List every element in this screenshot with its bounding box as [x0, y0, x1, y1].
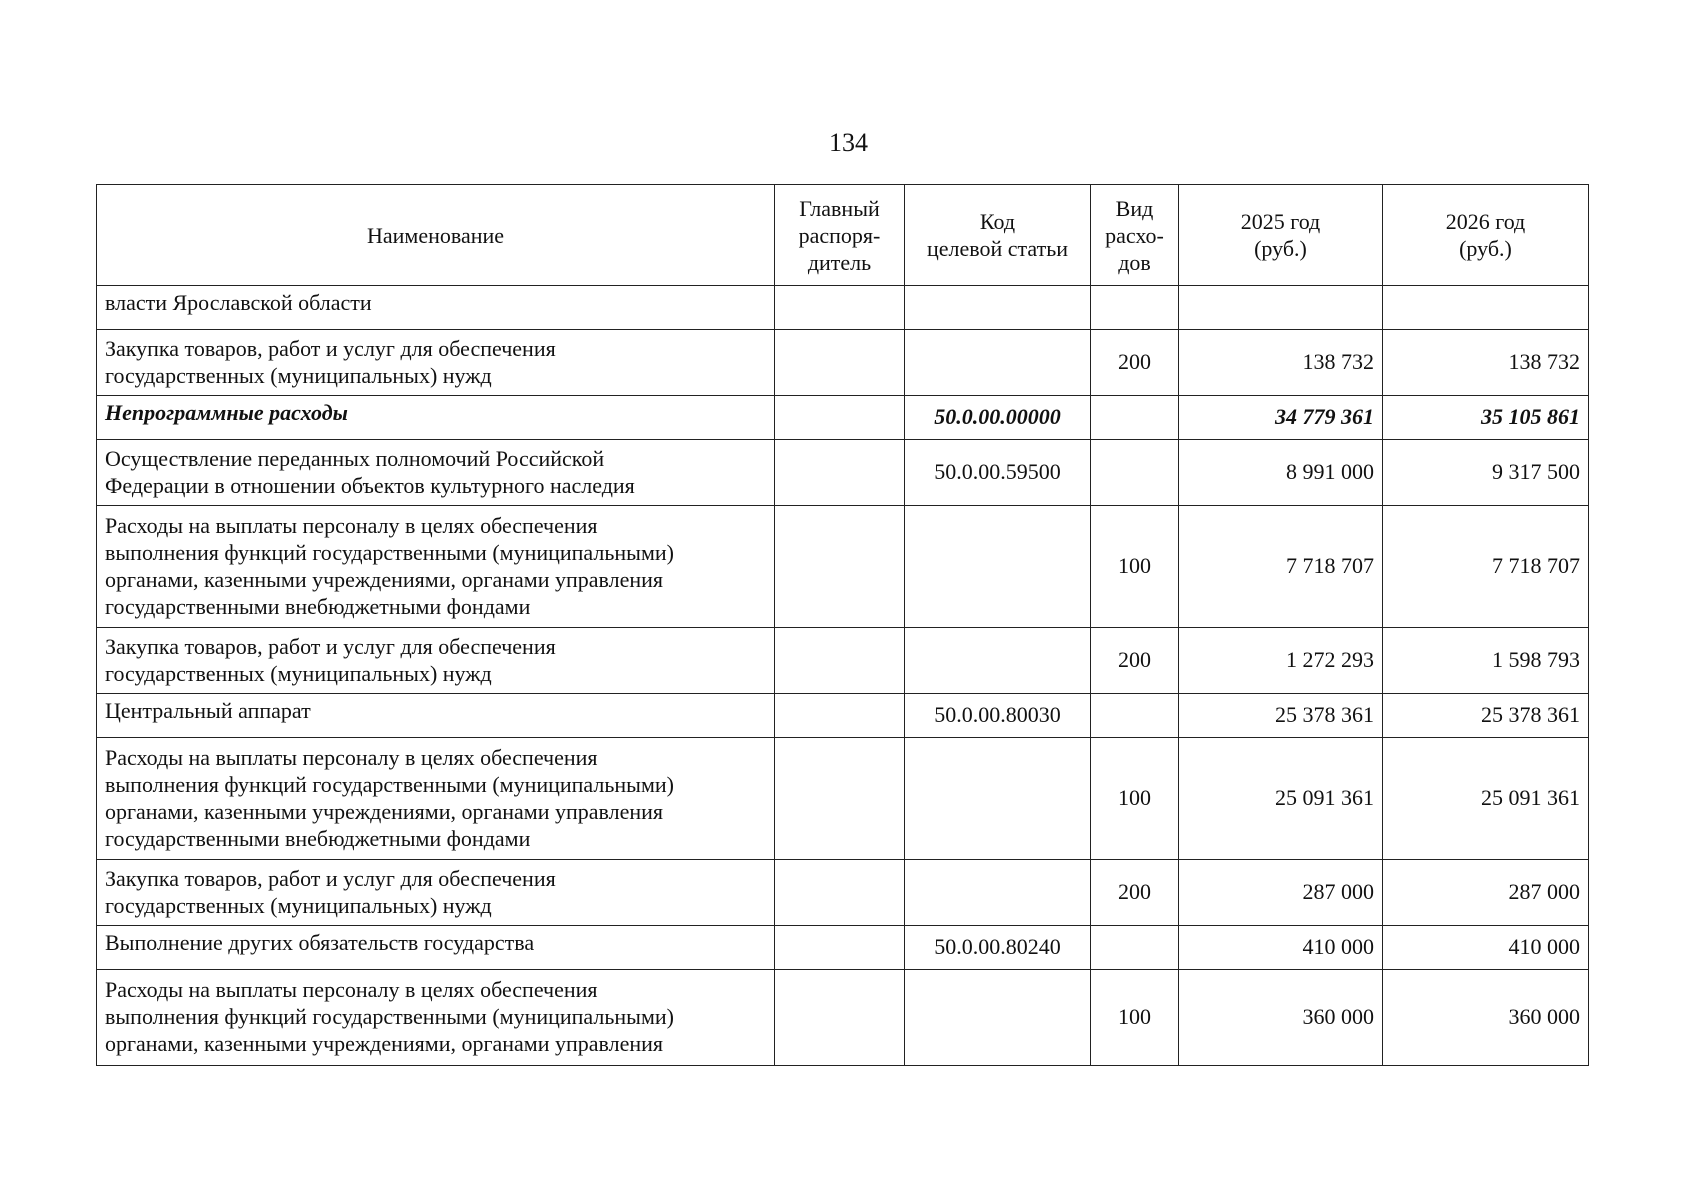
cell-name: Расходы на выплаты персоналу в целях обеспечения выполнения функций государственными (муниципальными) органами, казенными учреждениями, органами управления государственными внебюджетными фондами [97, 738, 775, 860]
cell-2025: 34 779 361 [1179, 396, 1383, 440]
cell-ministry [775, 396, 905, 440]
cell-type [1091, 694, 1179, 738]
table-row [97, 970, 1589, 1066]
cell-2025: 7 718 707 [1179, 506, 1383, 628]
cell-name: Выполнение других обязательств государства [97, 926, 775, 970]
cell-2025: 287 000 [1179, 860, 1383, 926]
cell-2026: 35 105 861 [1383, 396, 1589, 440]
cell-code [905, 628, 1091, 694]
cell-2026: 287 000 [1383, 860, 1589, 926]
cell-2026 [1383, 286, 1589, 330]
cell-type: 200 [1091, 860, 1179, 926]
cell-type: 100 [1091, 738, 1179, 860]
table-row [97, 738, 1589, 860]
cell-ministry [775, 440, 905, 506]
cell-2025: 8 991 000 [1179, 440, 1383, 506]
cell-2026: 410 000 [1383, 926, 1589, 970]
cell-2026: 25 091 361 [1383, 738, 1589, 860]
table-row [97, 440, 1589, 506]
cell-2025 [1179, 286, 1383, 330]
cell-type: 100 [1091, 506, 1179, 628]
cell-code [905, 286, 1091, 330]
cell-ministry [775, 970, 905, 1066]
cell-name: Расходы на выплаты персоналу в целях обеспечения выполнения функций государственными (муниципальными) органами, казенными учреждениями, органами управления [97, 970, 775, 1066]
cell-name: Закупка товаров, работ и услуг для обеспечения государственных (муниципальных) нужд [97, 628, 775, 694]
cell-code [905, 970, 1091, 1066]
cell-ministry [775, 506, 905, 628]
cell-type [1091, 926, 1179, 970]
table-row [97, 396, 1589, 440]
cell-name: Осуществление переданных полномочий Российской Федерации в отношении объектов культурного наследия [97, 440, 775, 506]
header-2025: 2025 год (руб.) [1179, 185, 1383, 286]
cell-code [905, 506, 1091, 628]
cell-code: 50.0.00.59500 [905, 440, 1091, 506]
cell-ministry [775, 738, 905, 860]
table-row [97, 286, 1589, 330]
cell-2026: 9 317 500 [1383, 440, 1589, 506]
cell-ministry [775, 694, 905, 738]
cell-type: 200 [1091, 330, 1179, 396]
cell-2026: 25 378 361 [1383, 694, 1589, 738]
cell-type [1091, 396, 1179, 440]
cell-name: Расходы на выплаты персоналу в целях обеспечения выполнения функций государственными (муниципальными) органами, казенными учреждениями, органами управления государственными внебюджетными фондами [97, 506, 775, 628]
cell-ministry [775, 628, 905, 694]
header-2026: 2026 год (руб.) [1383, 185, 1589, 286]
cell-type: 100 [1091, 970, 1179, 1066]
cell-ministry [775, 860, 905, 926]
cell-name: Непрограммные расходы [97, 396, 775, 440]
table-row [97, 860, 1589, 926]
header-ministry: Главный распоря- дитель [775, 185, 905, 286]
cell-name: власти Ярославской области [97, 286, 775, 330]
header-row [97, 185, 1589, 286]
cell-code [905, 738, 1091, 860]
cell-code: 50.0.00.80240 [905, 926, 1091, 970]
cell-code: 50.0.00.80030 [905, 694, 1091, 738]
cell-ministry [775, 286, 905, 330]
page-number: 134 [829, 128, 868, 157]
header-code: Код целевой статьи [905, 185, 1091, 286]
cell-2025: 25 378 361 [1179, 694, 1383, 738]
cell-2025: 360 000 [1179, 970, 1383, 1066]
table-row [97, 926, 1589, 970]
cell-code: 50.0.00.00000 [905, 396, 1091, 440]
table-body [97, 286, 1589, 1066]
cell-type [1091, 286, 1179, 330]
cell-name: Центральный аппарат [97, 694, 775, 738]
table-row [97, 694, 1589, 738]
header-name: Наименование [97, 185, 775, 286]
cell-2025: 138 732 [1179, 330, 1383, 396]
cell-name: Закупка товаров, работ и услуг для обеспечения государственных (муниципальных) нужд [97, 860, 775, 926]
cell-2026: 1 598 793 [1383, 628, 1589, 694]
cell-type: 200 [1091, 628, 1179, 694]
cell-name: Закупка товаров, работ и услуг для обеспечения государственных (муниципальных) нужд [97, 330, 775, 396]
cell-ministry [775, 330, 905, 396]
cell-type [1091, 440, 1179, 506]
cell-2026: 138 732 [1383, 330, 1589, 396]
cell-code [905, 860, 1091, 926]
table-row [97, 628, 1589, 694]
cell-2026: 360 000 [1383, 970, 1589, 1066]
table-row [97, 330, 1589, 396]
cell-code [905, 330, 1091, 396]
cell-2026: 7 718 707 [1383, 506, 1589, 628]
cell-2025: 25 091 361 [1179, 738, 1383, 860]
cell-ministry [775, 926, 905, 970]
table-row [97, 506, 1589, 628]
budget-table [96, 184, 1589, 1066]
header-type: Вид расхо- дов [1091, 185, 1179, 286]
cell-2025: 410 000 [1179, 926, 1383, 970]
cell-2025: 1 272 293 [1179, 628, 1383, 694]
